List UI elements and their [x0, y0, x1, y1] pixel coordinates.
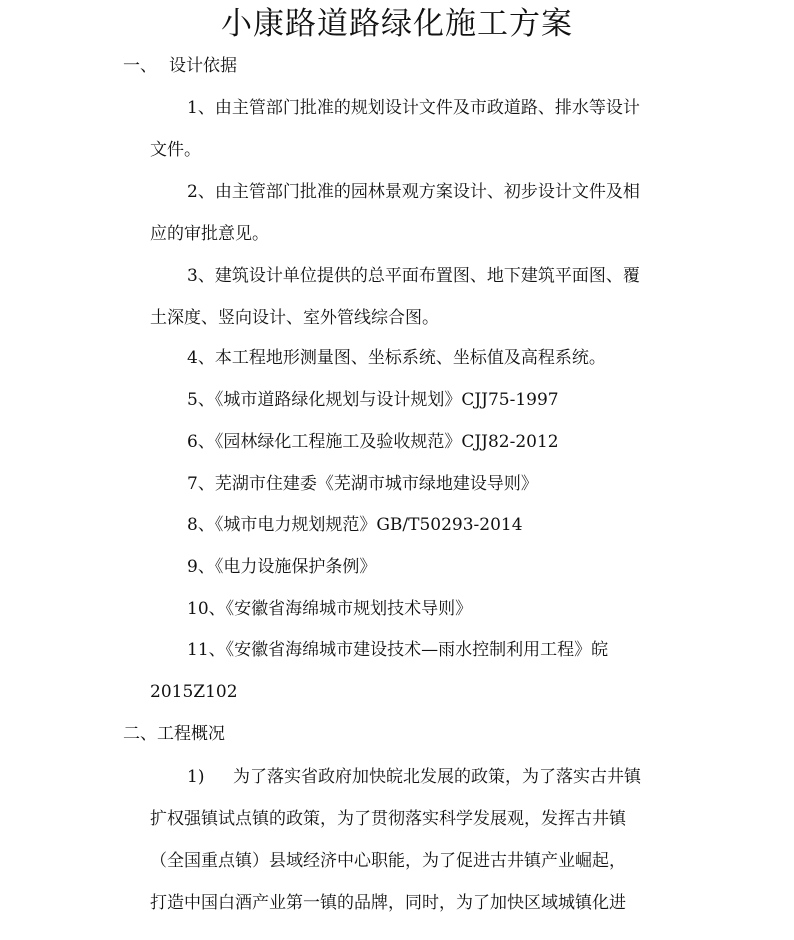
item-6: 6、《园林绿化工程施工及验收规范》CJJ82-2012: [187, 432, 559, 452]
item-5: 5、《城市道路绿化规划与设计规划》CJJ75-1997: [187, 390, 559, 410]
item-7: 7、芜湖市住建委《芜湖市城市绿地建设导则》: [187, 474, 538, 494]
item-4: 4、本工程地形测量图、坐标系统、坐标值及高程系统。: [187, 348, 606, 368]
para-1-line-1: 为了落实省政府加快皖北发展的政策，为了落实古井镇: [233, 767, 641, 787]
section-1-title: 设计依据: [169, 56, 237, 76]
item-10: 10、《安徽省海绵城市规划技术导则》: [187, 599, 473, 619]
para-1-number: 1): [187, 767, 205, 787]
item-11-line-1: 11、《安徽省海绵城市建设技术—雨水控制利用工程》皖: [187, 640, 609, 660]
item-8: 8、《城市电力规划规范》GB/T50293-2014: [187, 515, 523, 535]
para-1-line-4: 打造中国白酒产业第一镇的品牌，同时，为了加快区域城镇化进: [150, 893, 626, 913]
item-1-line-1: 1、由主管部门批准的规划设计文件及市政道路、排水等设计: [187, 98, 640, 118]
para-1-line-2: 扩权强镇试点镇的政策，为了贯彻落实科学发展观，发挥古井镇: [150, 809, 626, 829]
section-1-heading: [123, 54, 237, 78]
item-2-line-2: 应的审批意见。: [150, 224, 269, 244]
section-2-heading: 二、工程概况: [123, 724, 225, 744]
item-11-line-2: 2015Z102: [150, 682, 238, 702]
item-3-line-1: 3、建筑设计单位提供的总平面布置图、地下建筑平面图、覆: [187, 266, 640, 286]
para-1-line-3: （全国重点镇）县域经济中心职能，为了促进古井镇产业崛起，: [150, 851, 626, 871]
item-3-line-2: 土深度、竖向设计、室外管线综合图。: [150, 308, 439, 328]
item-2-line-1: 2、由主管部门批准的园林景观方案设计、初步设计文件及相: [187, 182, 640, 202]
item-9: 9、《电力设施保护条例》: [187, 557, 377, 577]
document-title: 小康路道路绿化施工方案: [221, 6, 573, 42]
section-1-number: 一、: [123, 56, 157, 76]
item-1-line-2: 文件。: [150, 140, 201, 160]
